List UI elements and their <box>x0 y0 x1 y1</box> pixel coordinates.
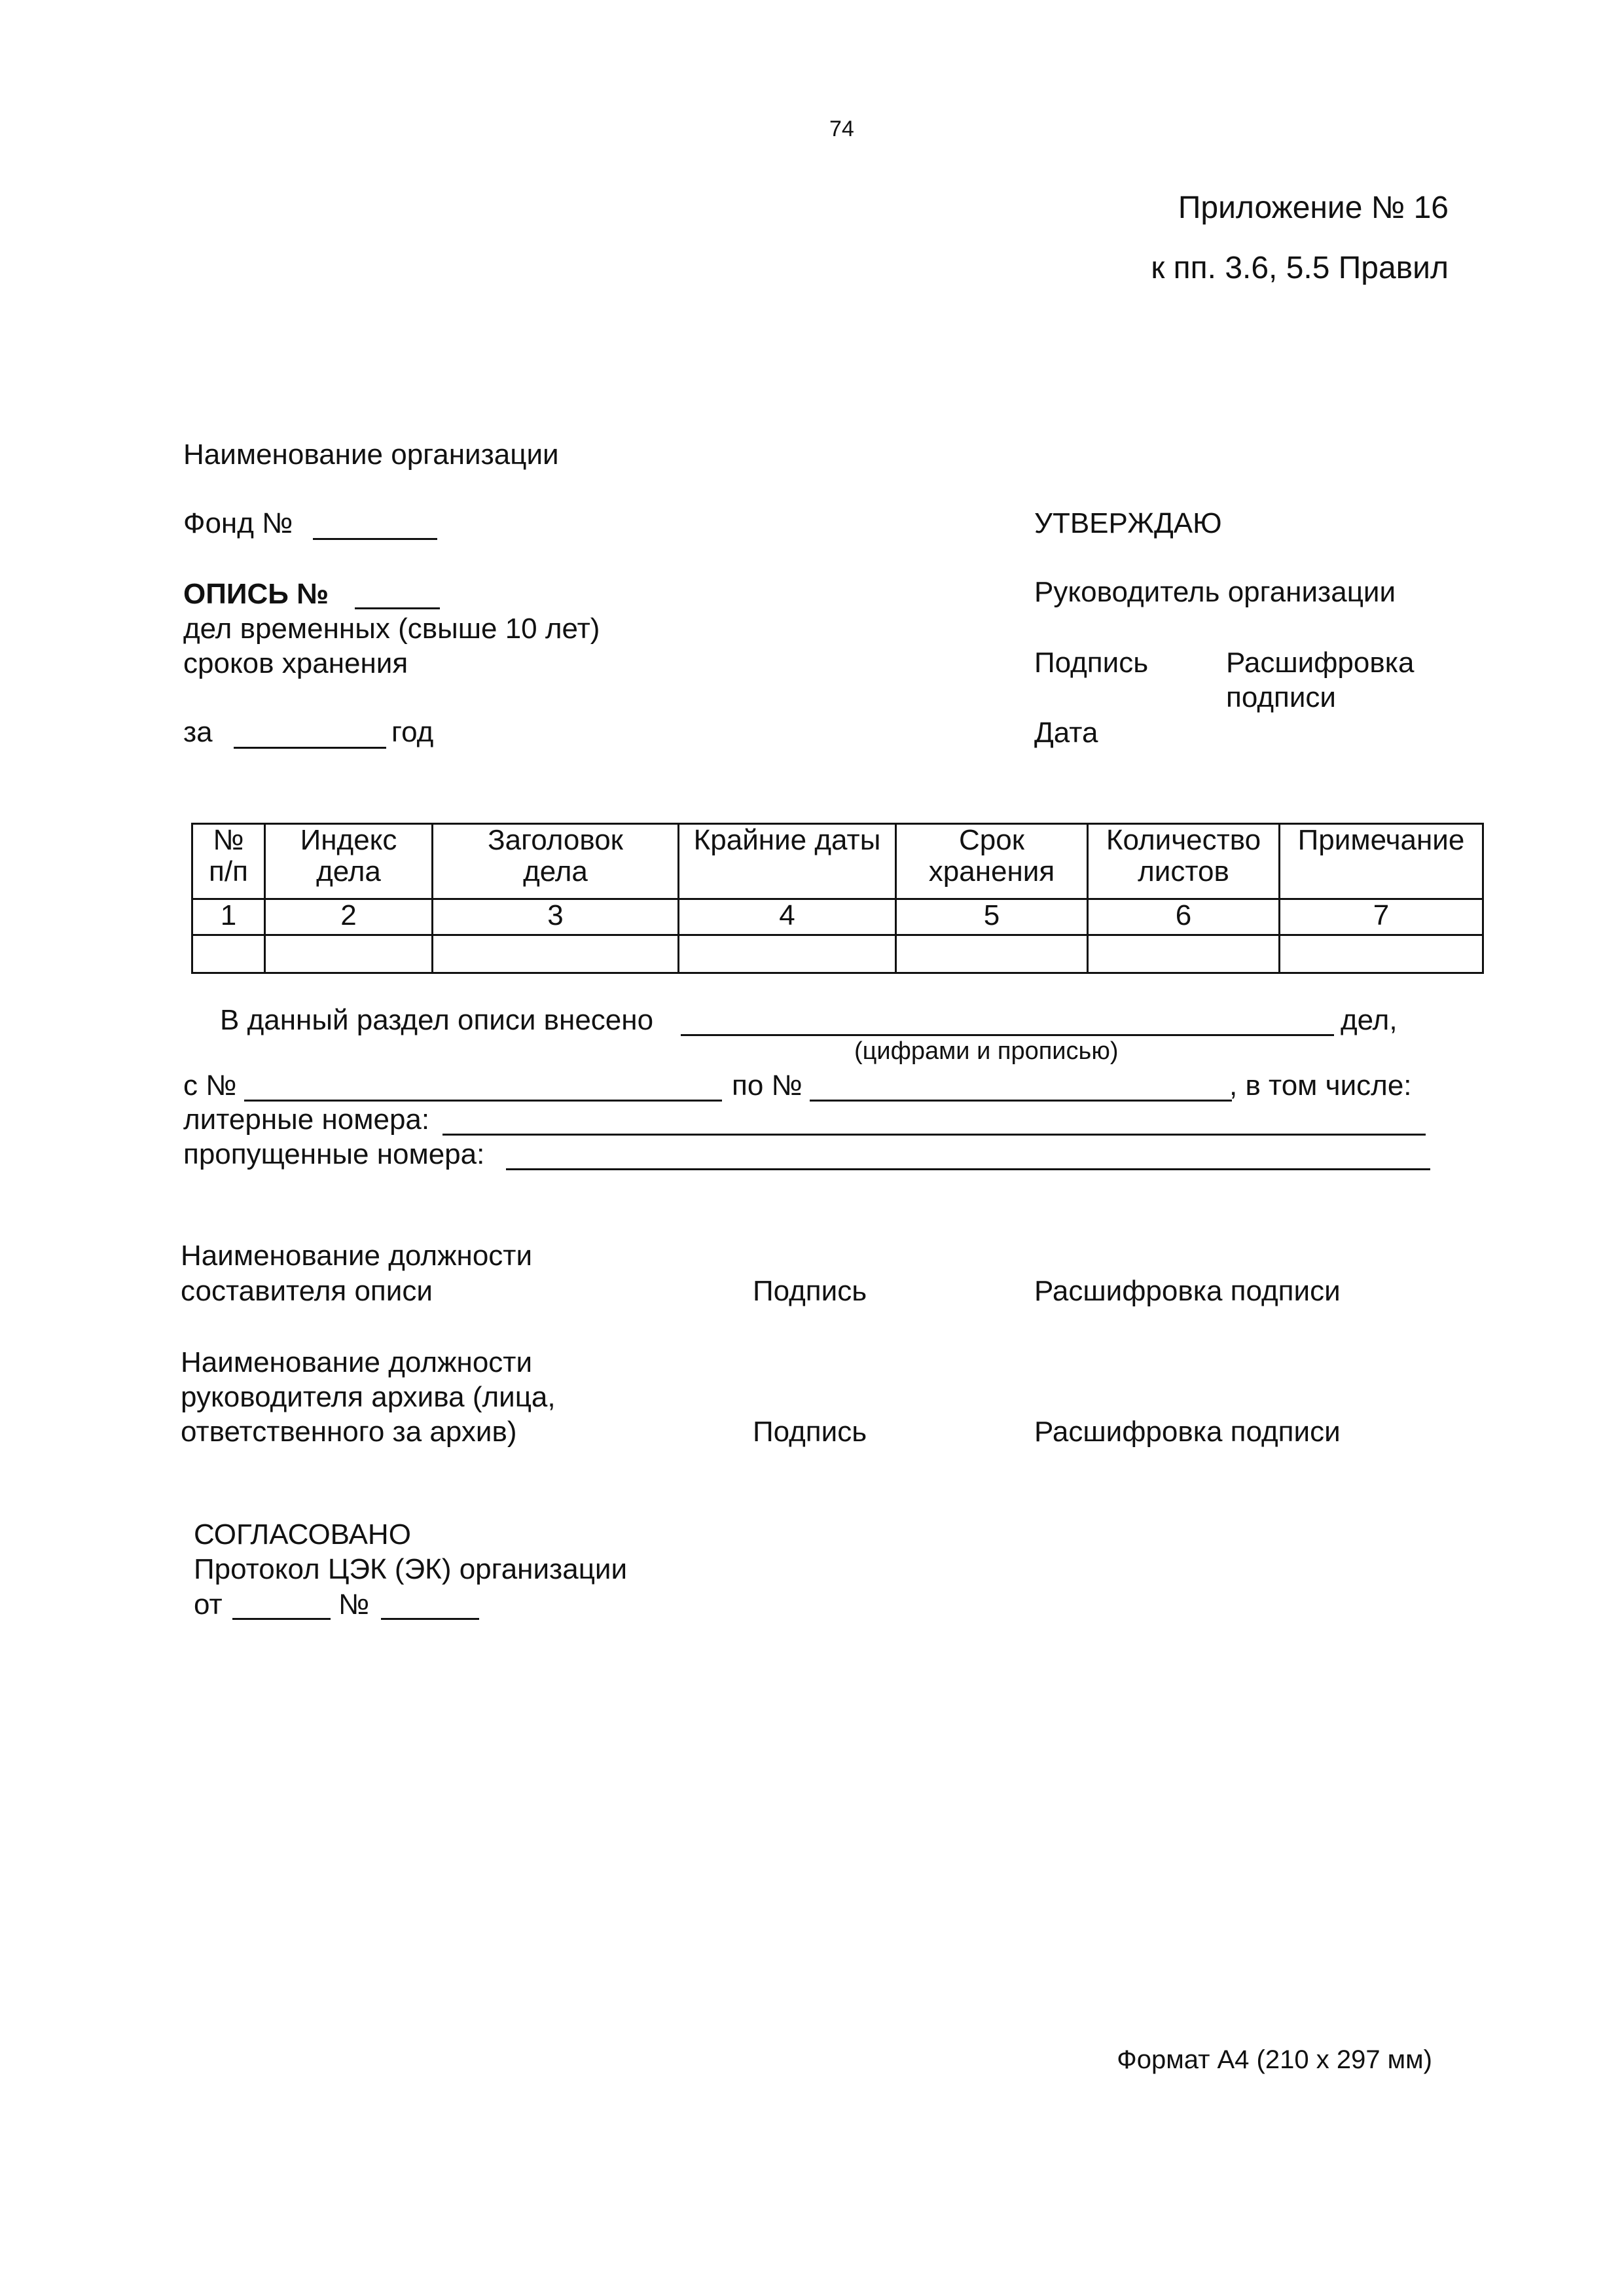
header-cell-index: Индекс дела <box>265 824 433 899</box>
approve-label: УТВЕРЖДАЮ <box>1034 507 1222 539</box>
compiler-position-1: Наименование должности <box>181 1240 533 1272</box>
column-number: 3 <box>433 899 679 935</box>
column-number: 6 <box>1088 899 1280 935</box>
decode-label-1: Расшифровка <box>1226 647 1415 679</box>
included-label: В данный раздел описи внесено <box>220 1004 654 1036</box>
missing-numbers-label: пропущенные номера: <box>183 1138 485 1170</box>
column-number: 7 <box>1280 899 1483 935</box>
header-cell-retention: Срок хранения <box>896 824 1088 899</box>
empty-cell <box>265 935 433 973</box>
column-number: 2 <box>265 899 433 935</box>
empty-cell <box>1280 935 1483 973</box>
compiler-position-2: составителя описи <box>181 1275 433 1307</box>
page-number: 74 <box>829 117 854 141</box>
god-label: год <box>391 716 434 748</box>
decode-label-2: подписи <box>1226 681 1336 713</box>
archive-signature-label: Подпись <box>753 1416 867 1448</box>
fond-label: Фонд № <box>183 507 293 539</box>
including-label: , в том числе: <box>1229 1069 1412 1102</box>
agreed-number-blank <box>381 1618 479 1620</box>
signature-label: Подпись <box>1034 647 1149 679</box>
header-cell-sheets: Количество листов <box>1088 824 1280 899</box>
agreed-date-label: от <box>194 1588 223 1621</box>
letter-numbers-blank <box>442 1134 1426 1136</box>
column-number: 4 <box>679 899 896 935</box>
organization-name: Наименование организации <box>183 439 559 471</box>
table-number-row <box>192 899 1483 935</box>
compiler-decode-label: Расшифровка подписи <box>1034 1275 1341 1307</box>
empty-cell <box>679 935 896 973</box>
to-number-blank <box>810 1100 1232 1102</box>
empty-cell <box>433 935 679 973</box>
to-number-label: по № <box>732 1069 803 1102</box>
from-number-blank <box>244 1100 722 1102</box>
empty-cell <box>192 935 265 973</box>
header-cell-title: Заголовок дела <box>433 824 679 899</box>
letter-numbers-label: литерные номера: <box>183 1103 430 1136</box>
agreed-protocol: Протокол ЦЭК (ЭК) организации <box>194 1553 628 1585</box>
archive-position-3: ответственного за архив) <box>181 1416 517 1448</box>
empty-cell <box>896 935 1088 973</box>
archive-decode-label: Расшифровка подписи <box>1034 1416 1341 1448</box>
archive-position-2: руководителя архива (лица, <box>181 1381 556 1413</box>
agreed-date-blank <box>232 1618 331 1620</box>
appendix-reference: к пп. 3.6, 5.5 Правил <box>1151 251 1449 285</box>
head-of-organization: Руководитель организации <box>1034 576 1396 608</box>
table-empty-row <box>192 935 1483 973</box>
appendix-title: Приложение № 16 <box>1178 190 1449 225</box>
header-cell-number: № п/п <box>192 824 265 899</box>
header-cell-note: Примечание <box>1280 824 1483 899</box>
opis-description-2: сроков хранения <box>183 647 408 679</box>
digits-words-hint: (цифрами и прописью) <box>854 1037 1119 1065</box>
opis-description-1: дел временных (свыше 10 лет) <box>183 613 600 645</box>
archive-position-1: Наименование должности <box>181 1346 533 1378</box>
empty-cell <box>1088 935 1280 973</box>
table-header-row <box>192 824 1483 899</box>
year-blank <box>234 747 386 749</box>
agreed-title: СОГЛАСОВАНО <box>194 1518 411 1551</box>
included-count-blank <box>681 1034 1334 1036</box>
date-label: Дата <box>1034 717 1098 749</box>
opis-number-blank <box>355 607 440 609</box>
column-number: 1 <box>192 899 265 935</box>
format-note: Формат А4 (210 x 297 мм) <box>1117 2045 1432 2074</box>
from-number-label: с № <box>183 1069 237 1102</box>
opis-label: ОПИСЬ № <box>183 578 329 610</box>
compiler-signature-label: Подпись <box>753 1275 867 1307</box>
fond-number-blank <box>313 538 437 540</box>
header-cell-dates: Крайние даты <box>679 824 896 899</box>
agreed-number-label: № <box>338 1588 370 1621</box>
missing-numbers-blank <box>506 1168 1430 1170</box>
column-number: 5 <box>896 899 1088 935</box>
cases-label: дел, <box>1341 1004 1398 1036</box>
za-label: за <box>183 716 213 748</box>
inventory-table <box>191 823 1484 974</box>
